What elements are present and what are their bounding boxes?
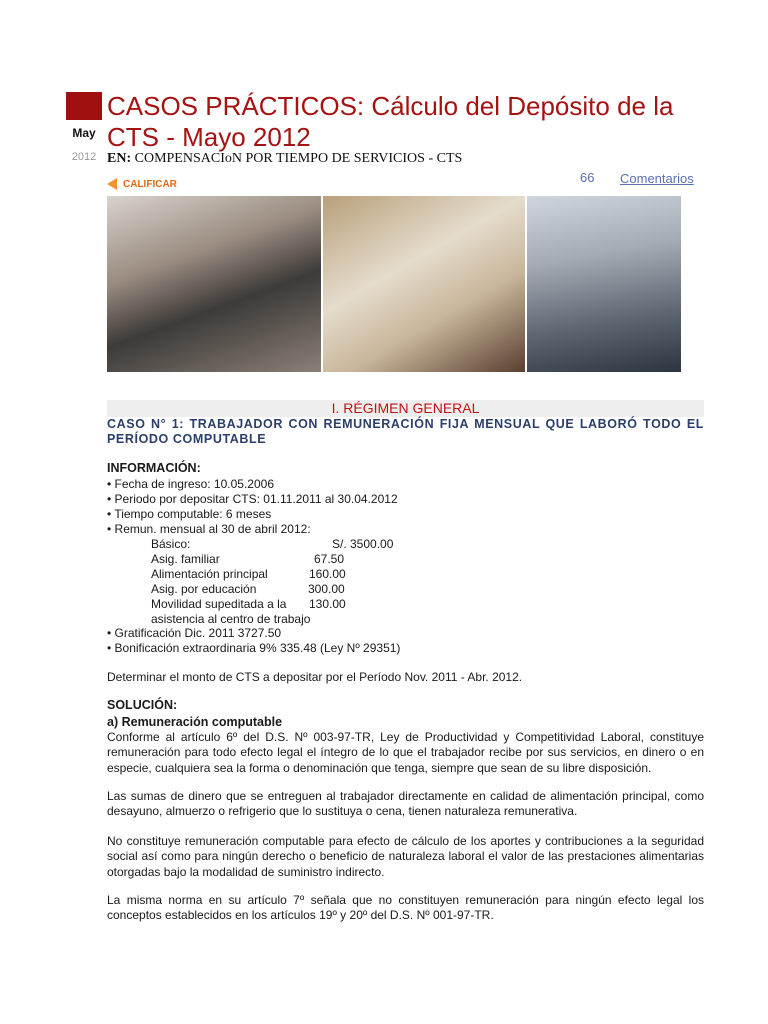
case-title: CASO N° 1: TRABAJADOR CON REMUNERACIÓN FIJA MENSUAL QUE LABORÓ TODO EL PERÍODO COMPUTABLE	[107, 417, 704, 446]
paragraph: Las sumas de dinero que se entreguen al trabajador directamente en calidad de alimentación principal, como desayuno, almuerzo o refrigerio que lo sustituya o cena, tienen naturaleza remunerativa.	[107, 789, 704, 819]
info-extra: • Gratificación Dic. 2011 3727.50	[107, 626, 282, 640]
info-item: • Fecha de ingreso: 10.05.2006	[107, 477, 274, 491]
category-line	[107, 151, 707, 167]
photo-strip	[107, 196, 681, 372]
comments-link[interactable]: Comentarios	[620, 171, 694, 186]
remun-label: Alimentación principal	[151, 567, 268, 581]
solution-subheading: a) Remuneración computable	[107, 715, 283, 729]
remun-value: 130.00	[309, 597, 346, 611]
date-block	[66, 92, 102, 120]
rate-button[interactable]	[107, 176, 177, 192]
info-item: • Remun. mensual al 30 de abril 2012:	[107, 522, 311, 536]
remun-value: S/. 3500.00	[332, 537, 394, 551]
photo-office	[527, 196, 681, 372]
photo-laptop	[323, 196, 524, 372]
remun-label: Movilidad supeditada a la	[151, 597, 287, 611]
arrow-left-icon	[107, 178, 117, 190]
category-link[interactable]: COMPENSACIoN POR TIEMPO DE SERVICIOS - CTS	[134, 151, 463, 166]
remun-label: Básico:	[151, 537, 191, 551]
remun-value: 160.00	[309, 567, 346, 581]
category-label: EN:	[107, 151, 132, 166]
info-heading: INFORMACIÓN:	[107, 461, 201, 475]
paragraph: La misma norma en su artículo 7º señala que no constituyen remuneración para ningún efecto legal los conceptos establecidos en los artículos 19º y 20º del D.S. Nº 001-97-TR.	[107, 893, 704, 923]
remun-value: 300.00	[308, 582, 345, 596]
article-title: CASOS PRÁCTICOS: Cálculo del Depósito de la CTS - Mayo 2012	[107, 91, 674, 152]
section-title: I. RÉGIMEN GENERAL	[107, 400, 704, 417]
rate-label: CALIFICAR	[123, 178, 177, 190]
remun-label: Asig. familiar	[151, 552, 220, 566]
question: Determinar el monto de CTS a depositar por el Período Nov. 2011 - Abr. 2012.	[107, 670, 523, 684]
remun-value: 67.50	[314, 552, 345, 566]
comment-count: 66	[580, 170, 595, 185]
paragraph: No constituye remuneración computable para efecto de cálculo de los aportes y contribuciones a la seguridad social así como para ningún derecho o beneficio de naturaleza laboral el valor de las prestaciones alimentarias otorgadas bajo la modalidad de suministro indirecto.	[107, 834, 704, 879]
remun-label: Asig. por educación	[151, 582, 257, 596]
paragraph: Conforme al artículo 6º del D.S. Nº 003-97-TR, Ley de Productividad y Competitividad Laboral, constituye remuneración para todo efecto legal el íntegro de lo que el trabajador recibe por sus servicios, en dinero o en especie, cualquiera sea la forma o denominación que tenga, siempre que sean de su libre disposición.	[107, 730, 704, 775]
date-month: May	[72, 126, 96, 140]
photo-workers	[107, 196, 321, 372]
solution-heading: SOLUCIÓN:	[107, 698, 178, 712]
remun-label: asistencia al centro de trabajo	[151, 612, 311, 626]
info-item: • Periodo por depositar CTS: 01.11.2011 al 30.04.2012	[107, 492, 398, 506]
info-extra: • Bonificación extraordinaria 9% 335.48 (Ley Nº 29351)	[107, 641, 401, 655]
date-year: 2012	[71, 151, 97, 163]
info-item: • Tiempo computable: 6 meses	[107, 507, 272, 521]
